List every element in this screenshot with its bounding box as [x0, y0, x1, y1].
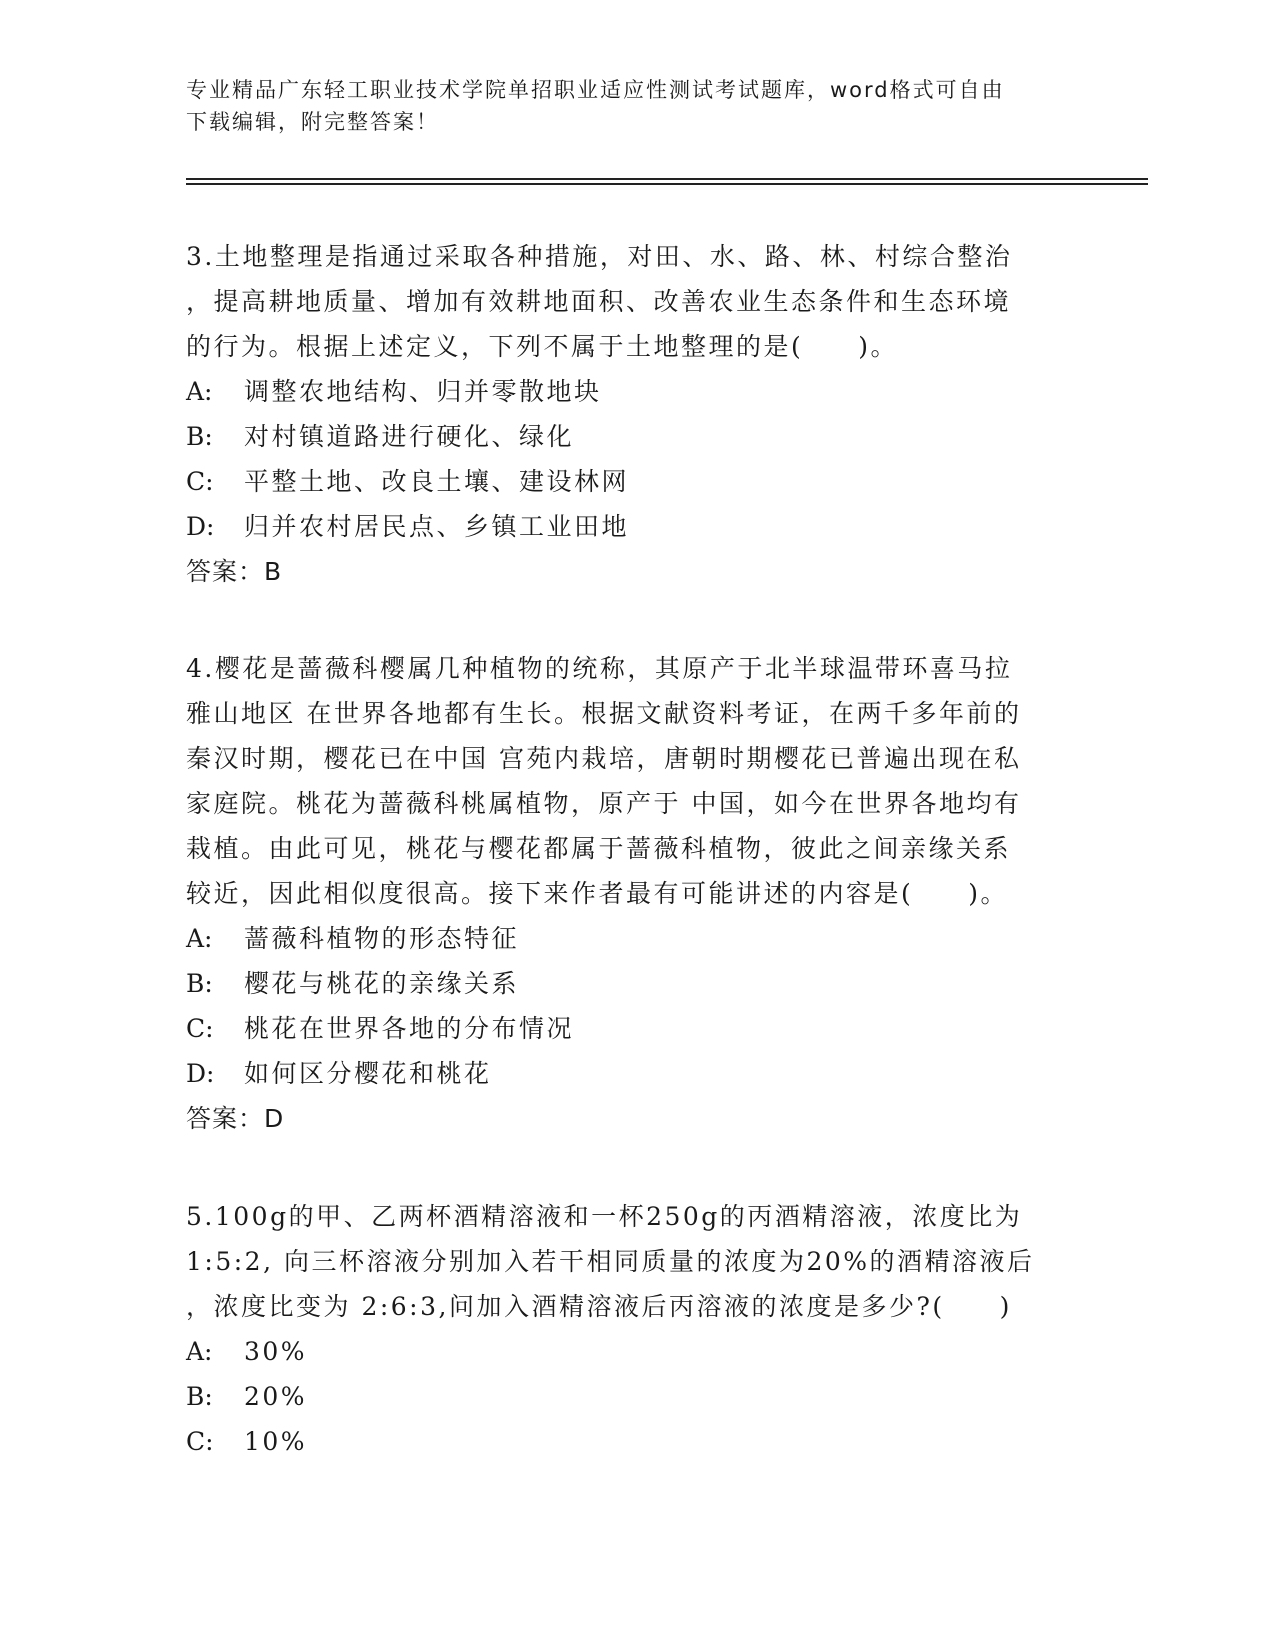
question-3: [186, 234, 1066, 594]
header-line-1: 专业精品广东轻工职业技术学院单招职业适应性测试考试题库，word格式可自由: [186, 78, 1005, 102]
option-text: 调整农地结构、归并零散地块: [244, 377, 602, 406]
option-key: A:: [186, 924, 213, 953]
question-stem: [186, 1194, 1066, 1329]
option-text: 对村镇道路进行硬化、绿化: [244, 422, 575, 451]
option-b: [186, 414, 1066, 459]
option-a: [186, 1329, 1066, 1374]
page-header: [186, 74, 1066, 138]
option-key: C:: [186, 1014, 214, 1043]
question-4: [186, 646, 1066, 1141]
option-d: [186, 504, 1066, 549]
option-text: 30%: [244, 1337, 308, 1366]
option-a: [186, 916, 1066, 961]
option-text: 樱花与桃花的亲缘关系: [244, 969, 520, 998]
option-text: 平整土地、改良土壤、建设林网: [244, 467, 630, 496]
stem-line: 1:5:2, 向三杯溶液分别加入若干相同质量的浓度为20%的酒精溶液后: [186, 1247, 1035, 1276]
stem-line: 4.樱花是蔷薇科樱属几种植物的统称，其原产于北半球温带环喜马拉: [186, 654, 1013, 683]
stem-line: 雅山地区 在世界各地都有生长。根据文献资料考证，在两千多年前的: [186, 699, 1022, 728]
header-line-2: 下载编辑，附完整答案！: [186, 110, 439, 134]
option-a: [186, 369, 1066, 414]
answer-line: 答案：D: [186, 1104, 285, 1133]
stem-line: 家庭院。桃花为蔷薇科桃属植物，原产于 中国，如今在世界各地均有: [186, 789, 1022, 818]
option-b: [186, 961, 1066, 1006]
option-key: C:: [186, 467, 214, 496]
option-key: B:: [186, 969, 213, 998]
header-divider-top: [186, 178, 1148, 180]
header-divider-bottom: [186, 183, 1148, 185]
stem-line: ，浓度比变为 2:6:3,问加入酒精溶液后丙溶液的浓度是多少?( ): [186, 1292, 1012, 1321]
option-key: B:: [186, 1382, 213, 1411]
option-key: D:: [186, 512, 215, 541]
option-key: C:: [186, 1427, 214, 1456]
option-key: B:: [186, 422, 213, 451]
option-text: 桃花在世界各地的分布情况: [244, 1014, 575, 1043]
stem-line: 的行为。根据上述定义，下列不属于土地整理的是( )。: [186, 332, 899, 361]
stem-line: 3.土地整理是指通过采取各种措施，对田、水、路、林、村综合整治: [186, 242, 1013, 271]
stem-line: 栽植。由此可见，桃花与樱花都属于蔷薇科植物，彼此之间亲缘关系: [186, 834, 1012, 863]
answer-line: 答案：B: [186, 557, 283, 586]
option-key: A:: [186, 1337, 213, 1366]
option-text: 归并农村居民点、乡镇工业田地: [244, 512, 630, 541]
stem-line: 较近，因此相似度很高。接下来作者最有可能讲述的内容是( )。: [186, 879, 1009, 908]
option-key: D:: [186, 1059, 215, 1088]
option-key: A:: [186, 377, 213, 406]
question-stem: [186, 646, 1066, 916]
option-text: 20%: [244, 1382, 308, 1411]
stem-line: 秦汉时期，樱花已在中国 宫苑内栽培，唐朝时期樱花已普遍出现在私: [186, 744, 1022, 773]
option-c: [186, 1419, 1066, 1464]
option-text: 如何区分樱花和桃花: [244, 1059, 492, 1088]
stem-line: ，提高耕地质量、增加有效耕地面积、改善农业生态条件和生态环境: [186, 287, 1012, 316]
question-5: [186, 1194, 1066, 1464]
option-d: [186, 1051, 1066, 1096]
option-c: [186, 459, 1066, 504]
stem-line: 5.100g的甲、乙两杯酒精溶液和一杯250g的丙酒精溶液，浓度比为: [186, 1202, 1023, 1231]
option-b: [186, 1374, 1066, 1419]
question-stem: [186, 234, 1066, 369]
option-text: 10%: [244, 1427, 308, 1456]
option-text: 蔷薇科植物的形态特征: [244, 924, 520, 953]
option-c: [186, 1006, 1066, 1051]
